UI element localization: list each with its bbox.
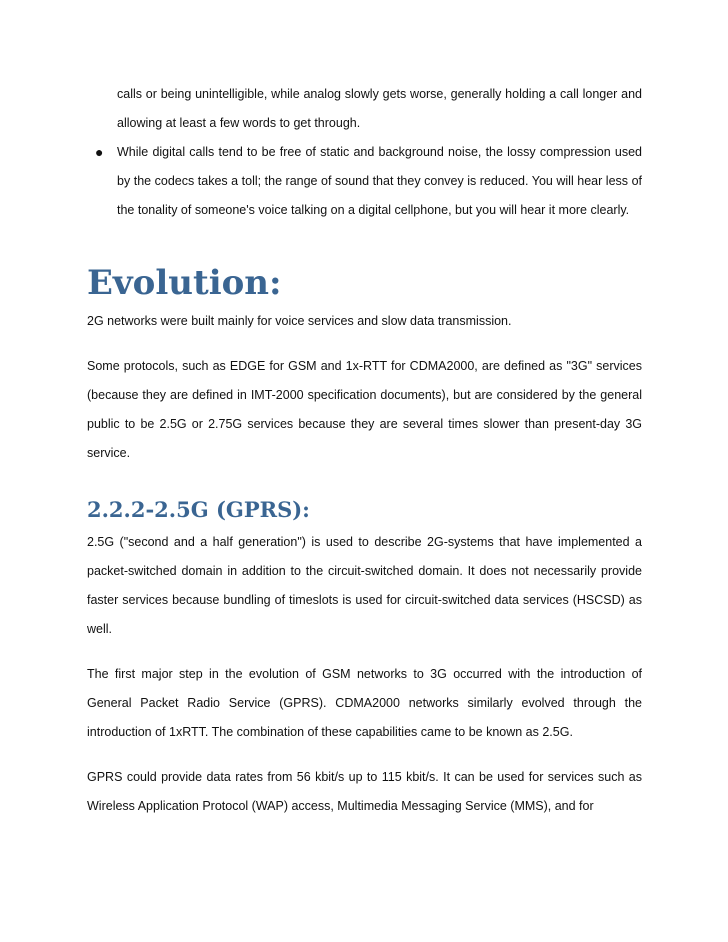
list-item-text: While digital calls tend to be free of static and background noise, the lossy compression used by the codecs takes a toll; the range of sound that they convey is reduced. You will hear less of the tonality of someone's voice talking on a digital cellphone, but you will hear it more clearly. <box>117 145 642 217</box>
section-heading-evolution: Evolution: <box>87 263 282 303</box>
section-heading-gprs: 2.2.2-2.5G (GPRS): <box>87 497 310 522</box>
bullet-icon: ● <box>95 144 104 160</box>
paragraph: GPRS could provide data rates from 56 kbit/s up to 115 kbit/s. It can be used for services such as Wireless Application Protocol (WAP) access, Multimedia Messaging Service (MMS), and for <box>87 770 642 813</box>
paragraph: 2.5G ("second and a half generation") is used to describe 2G-systems that have implemented a packet-switched domain in addition to the circuit-switched domain. It does not necessarily provide faster services because bundling of timeslots is used for circuit-switched data services (HSCSD) as well. <box>87 535 642 636</box>
list-item <box>87 138 642 225</box>
paragraph: The first major step in the evolution of GSM networks to 3G occurred with the introduction of General Packet Radio Service (GPRS). CDMA2000 networks similarly evolved through the introduction of 1xRTT. The combination of these capabilities came to be known as 2.5G. <box>87 667 642 739</box>
paragraph: Some protocols, such as EDGE for GSM and 1x-RTT for CDMA2000, are defined as "3G" services (because they are defined in IMT-2000 specification documents), but are considered by the general public to be 2.5G or 2.75G services because they are several times slower than present-day 3G service. <box>87 359 642 460</box>
list-continuation-text: calls or being unintelligible, while analog slowly gets worse, generally holding a call longer and allowing at least a few words to get through. <box>117 87 642 130</box>
paragraph: 2G networks were built mainly for voice services and slow data transmission. <box>87 314 512 328</box>
document-page <box>87 80 642 821</box>
